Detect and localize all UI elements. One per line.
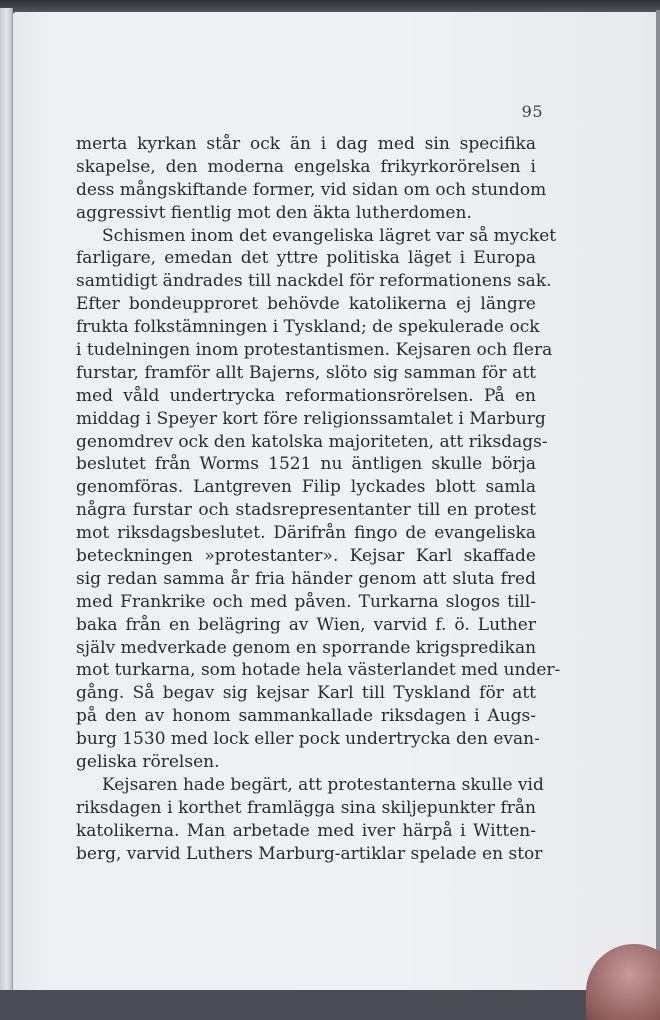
body-text	[76, 133, 561, 866]
text-line: beslutet från Worms 1521 nu äntligen skulle börja	[76, 454, 536, 475]
text-line: själv medverkade genom en sporrande krigspredikan	[76, 637, 537, 658]
text-line: middag i Speyer kort före religionssamtalet i Marburg	[76, 408, 546, 429]
text-line: på den av honom sammankallade riksdagen i Augs-	[76, 706, 536, 727]
text-line: frukta folkstämningen i Tyskland; de spekulerade ock	[76, 317, 540, 338]
text-line: genomdrev ock den katolska majoriteten, att riksdags-	[76, 431, 548, 452]
text-line: Kejsaren hade begärt, att protestanterna skulle vid	[102, 774, 544, 795]
text-line: genomföras. Lantgreven Filip lyckades blott samla	[76, 477, 536, 498]
text-line: burg 1530 med lock eller pock undertrycka den evan-	[76, 729, 540, 750]
text-line: med Frankrike och med påven. Turkarna slogos till-	[76, 591, 536, 612]
text-line: med våld undertrycka reformationsrörelsen. På en	[76, 385, 536, 406]
text-line: geliska rörelsen.	[76, 752, 220, 773]
text-line: mot riksdagsbeslutet. Därifrån fingo de evangeliska	[76, 523, 536, 544]
text-line: aggressivt fientlig mot den äkta lutherdomen.	[76, 202, 472, 223]
text-line: mot turkarna, som hotade hela västerlandet med under-	[76, 660, 561, 681]
text-line: sig redan samma år fria händer genom att sluta fred	[76, 568, 536, 589]
text-line: skapelse, den moderna engelska frikyrkorörelsen i	[76, 156, 536, 177]
text-line: dess mångskiftande former, vid sidan om och stundom	[76, 179, 547, 200]
right-page-edge	[656, 10, 660, 990]
page-number: 95	[521, 102, 543, 121]
text-line: Efter bondeupproret behövde katolikerna ej längre	[76, 294, 536, 315]
text-line: farligare, emedan det yttre politiska läget i Europa	[76, 248, 536, 269]
text-line: Schismen inom det evangeliska lägret var så mycket	[102, 225, 557, 246]
text-line: riksdagen i korthet framlägga sina skiljepunkter från	[76, 797, 536, 818]
book-page	[13, 12, 657, 990]
text-line: i tudelningen inom protestantismen. Kejsaren och flera	[76, 340, 553, 361]
text-line: furstar, framför allt Bajerns, slöto sig samman för att	[76, 362, 536, 383]
text-line: beteckningen »protestanter». Kejsar Karl skaffade	[76, 546, 536, 567]
text-line: samtidigt ändrades till nackdel för reformationens sak.	[76, 271, 552, 292]
text-line: baka från en belägring av Wien, varvid f. ö. Luther	[76, 614, 536, 635]
text-line: gång. Så begav sig kejsar Karl till Tyskland för att	[76, 683, 536, 704]
text-line: några furstar och stadsrepresentanter till en protest	[76, 500, 536, 521]
text-line: merta kyrkan står ock än i dag med sin specifika	[76, 134, 536, 154]
text-line: katolikerna. Man arbetade med iver härpå i Witten-	[76, 820, 536, 841]
text-line: berg, varvid Luthers Marburg-artiklar spelade en stor	[76, 843, 543, 864]
left-page-edge	[0, 8, 13, 990]
